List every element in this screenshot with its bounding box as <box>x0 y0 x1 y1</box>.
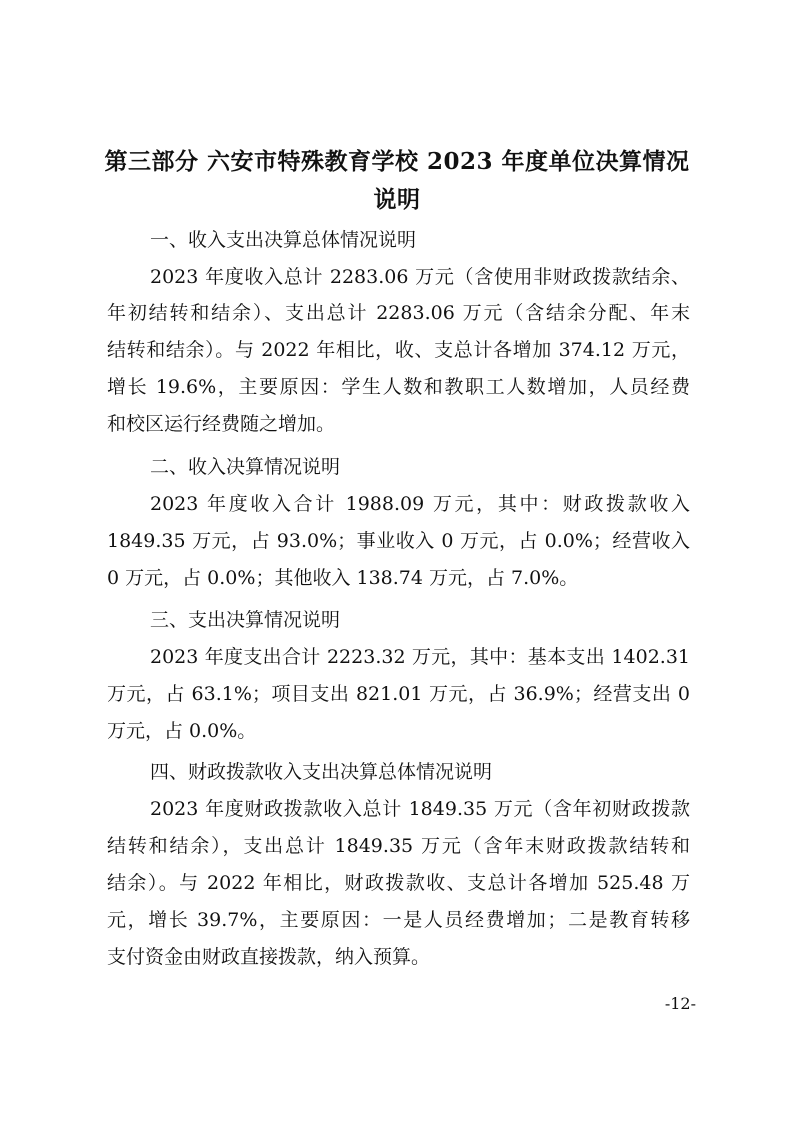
paragraph-line: 和校区运行经费随之增加。 <box>107 413 336 435</box>
section-heading-3: 三、支出决算情况说明 <box>150 609 341 631</box>
paragraph-line: 万元，占 63.1%；项目支出 821.01 万元，占 36.9%；经营支出 0 <box>107 683 690 705</box>
paragraph-line: 元，增长 39.7%，主要原因：一是人员经费增加；二是教育转移 <box>107 909 690 931</box>
paragraph-line: 2023 年度收入总计 2283.06 万元（含使用非财政拨款结余、 <box>150 266 690 288</box>
page-number: -12- <box>664 994 696 1013</box>
paragraph-line: 2023 年度收入合计 1988.09 万元，其中：财政拨款收入 <box>150 493 690 515</box>
paragraph-line: 2023 年度支出合计 2223.32 万元，其中：基本支出 1402.31 <box>150 646 690 668</box>
document-title-line-1: 第三部分 六安市特殊教育学校 2023 年度单位决算情况 <box>104 148 690 175</box>
paragraph-line: 0 万元，占 0.0%；其他收入 138.74 万元，占 7.0%。 <box>107 567 579 589</box>
section-heading-2: 二、收入决算情况说明 <box>150 456 341 478</box>
paragraph-line: 支付资金由财政直接拨款，纳入预算。 <box>107 946 431 968</box>
paragraph-line: 结余）。与 2022 年相比，财政拨款收、支总计各增加 525.48 万 <box>107 872 690 894</box>
paragraph-line: 结转和结余）。与 2022 年相比，收、支总计各增加 374.12 万元， <box>107 339 690 361</box>
paragraph-line: 年初结转和结余）、支出总计 2283.06 万元（含结余分配、年末 <box>107 302 690 324</box>
paragraph-line: 2023 年度财政拨款收入总计 1849.35 万元（含年初财政拨款 <box>150 798 690 820</box>
paragraph-line: 结转和结余），支出总计 1849.35 万元（含年末财政拨款结转和 <box>107 835 690 857</box>
paragraph-line: 万元，占 0.0%。 <box>107 720 257 742</box>
paragraph-line: 1849.35 万元，占 93.0%；事业收入 0 万元，占 0.0%；经营收入 <box>107 530 690 552</box>
paragraph-line: 增长 19.6%，主要原因：学生人数和教职工人数增加，人员经费 <box>107 376 690 398</box>
section-heading-4: 四、财政拨款收入支出决算总体情况说明 <box>150 761 493 783</box>
section-heading-1: 一、收入支出决算总体情况说明 <box>150 229 417 251</box>
document-title-line-2: 说明 <box>373 186 421 213</box>
